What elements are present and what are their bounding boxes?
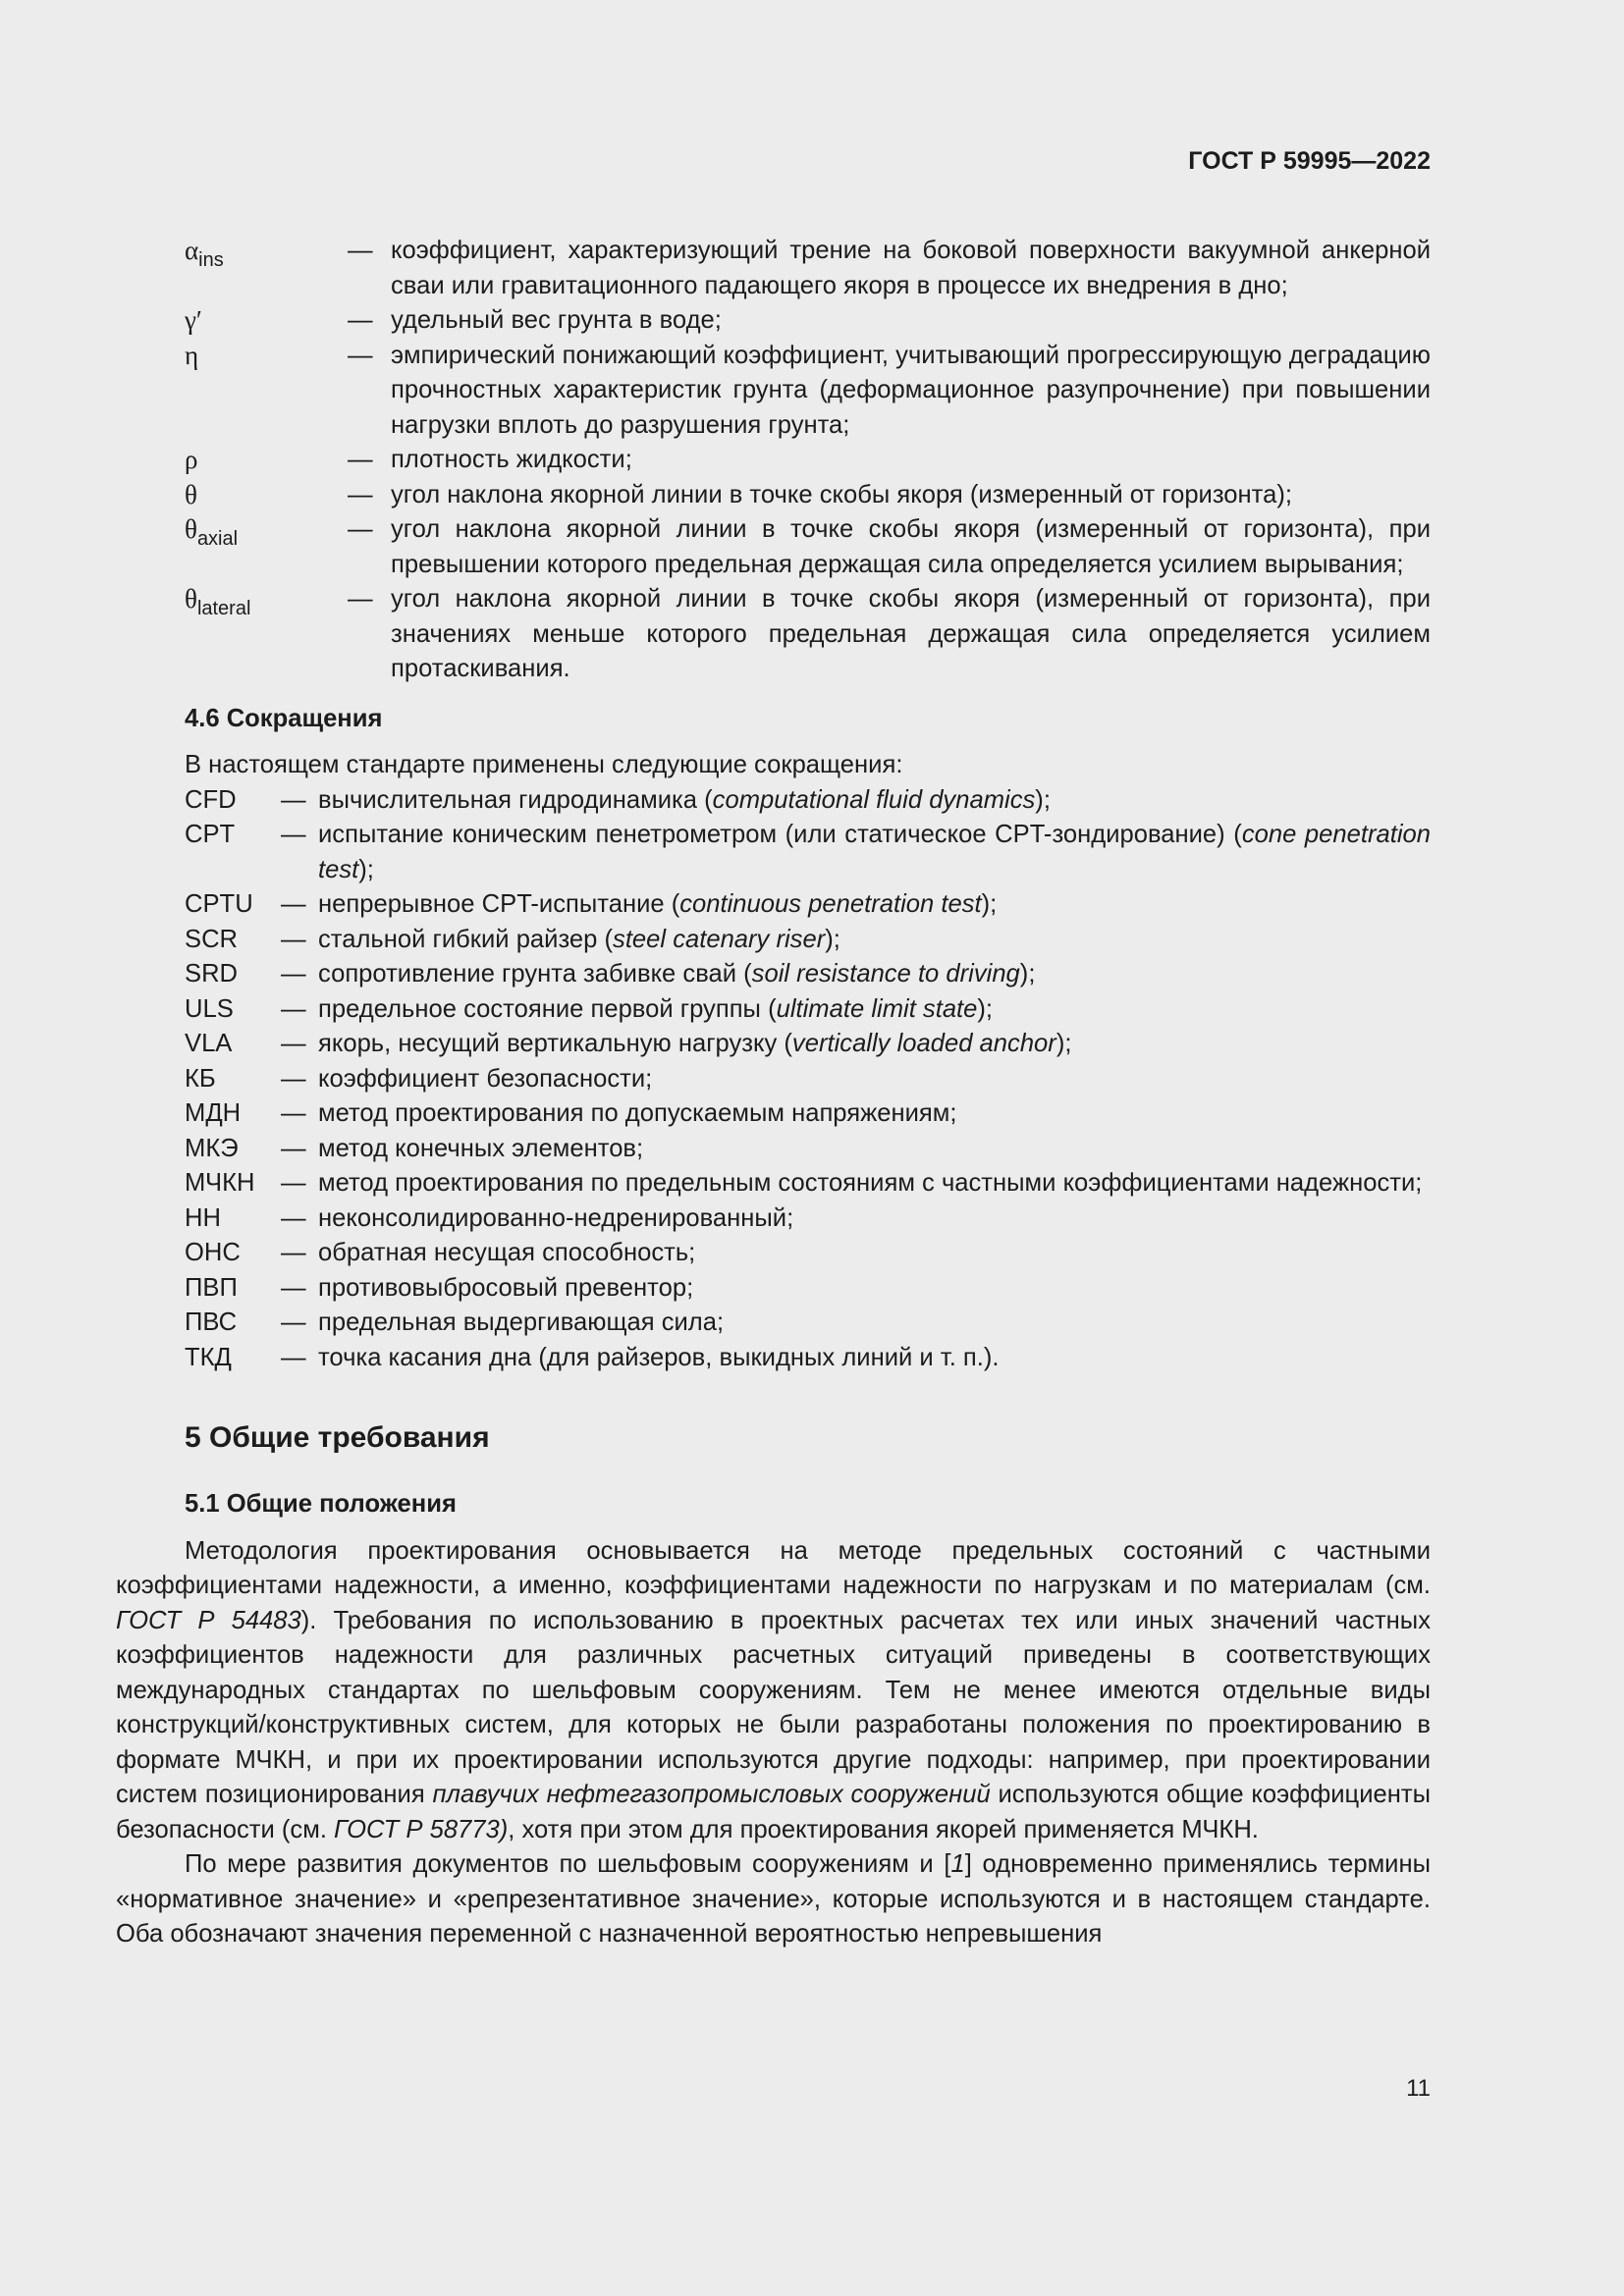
dash: — bbox=[281, 1343, 306, 1371]
abbreviation-code: МЧКН bbox=[185, 1169, 255, 1197]
abbreviation-row bbox=[185, 1236, 1431, 1271]
abbreviation-row bbox=[185, 1062, 1431, 1097]
abbreviation-text: предельное состояние первой группы (ultimate limit state); bbox=[318, 994, 994, 1023]
definition-row bbox=[185, 339, 1431, 444]
definition-row bbox=[185, 512, 1431, 582]
abbreviation-code: МДН bbox=[185, 1099, 242, 1127]
dash: — bbox=[281, 1134, 306, 1162]
abbreviation-text: точка касания дна (для райзеров, выкидных линий и т. п.). bbox=[318, 1343, 1000, 1371]
abbreviation-row bbox=[185, 1271, 1431, 1307]
definition-text: угол наклона якорной линии в точке скобы якоря (измеренный от горизонта), при значениях меньше которого предельная держащая сила определяется усилием протаскивания. bbox=[391, 585, 1431, 682]
abbreviations-intro: В настоящем стандарте применены следующие сокращения: bbox=[185, 751, 903, 778]
section-heading-5-1: 5.1 Общие положения bbox=[185, 1490, 457, 1518]
page-number: 11 bbox=[1406, 2075, 1431, 2102]
definition-row bbox=[185, 234, 1431, 303]
abbreviation-code: МКЭ bbox=[185, 1134, 239, 1162]
symbol: $\theta_{lateral}$ bbox=[185, 584, 251, 619]
section-heading-4-6: 4.6 Сокращения bbox=[185, 704, 383, 732]
dash: — bbox=[281, 1099, 306, 1127]
dash: — bbox=[281, 821, 306, 848]
symbol-definitions bbox=[185, 234, 1431, 687]
body-paragraph: По мере развития документов по шельфовым сооружениям и [1] одновременно применялись термины «нормативное значение» и «репрезентативное значение», которые используются и в настоящем стандарте. Оба обозначают значения переменной с назначенной вероятностью непревышения bbox=[116, 1850, 1432, 1948]
definition-row bbox=[185, 303, 1431, 339]
dash: — bbox=[281, 925, 306, 953]
symbol: $\alpha_{ins}$ bbox=[185, 236, 224, 271]
abbreviation-code: ПВП bbox=[185, 1273, 238, 1302]
abbreviation-code: CFD bbox=[185, 785, 237, 814]
abbreviation-code: SRD bbox=[185, 960, 239, 988]
symbol: η bbox=[185, 340, 199, 370]
dash: — bbox=[348, 585, 373, 613]
abbreviations-list bbox=[185, 783, 1431, 1376]
symbol: γ′ bbox=[185, 305, 202, 335]
abbreviation-text: метод проектирования по допускаемым напряжениям; bbox=[318, 1099, 957, 1127]
dash: — bbox=[348, 446, 373, 473]
abbreviation-text: стальной гибкий райзер (steel catenary riser); bbox=[318, 925, 840, 953]
dash: — bbox=[281, 1239, 306, 1266]
abbreviation-text: непрерывное CPT-испытание (continuous penetration test); bbox=[318, 890, 998, 918]
section-heading-5: 5 Общие требования bbox=[185, 1421, 490, 1454]
abbreviation-code: ТКД bbox=[185, 1343, 232, 1371]
dash: — bbox=[348, 306, 373, 334]
abbreviation-text: метод конечных элементов; bbox=[318, 1134, 644, 1162]
dash: — bbox=[281, 1064, 306, 1093]
dash: — bbox=[348, 480, 373, 508]
abbreviation-text: предельная выдергивающая сила; bbox=[318, 1308, 725, 1336]
abbreviation-row bbox=[185, 887, 1431, 923]
symbol: θ bbox=[185, 479, 197, 509]
abbreviation-row bbox=[185, 957, 1431, 992]
abbreviation-text: метод проектирования по предельным состояниям с частными коэффициентами надежности; bbox=[318, 1169, 1423, 1197]
abbreviation-text: сопротивление грунта забивке свай (soil resistance to driving); bbox=[318, 960, 1036, 988]
abbreviation-code: CPTU bbox=[185, 890, 253, 918]
document-header: ГОСТ Р 59995—2022 bbox=[1188, 147, 1431, 175]
abbreviation-code: SCR bbox=[185, 925, 239, 953]
abbreviation-row bbox=[185, 1132, 1431, 1167]
dash: — bbox=[281, 1169, 306, 1197]
abbreviation-row bbox=[185, 1166, 1431, 1201]
abbreviation-row bbox=[185, 1341, 1431, 1376]
dash: — bbox=[281, 785, 306, 814]
abbreviation-code: ПВС bbox=[185, 1308, 238, 1336]
body-paragraph: Методология проектирования основывается на методе предельных состояний с частными коэффициентами надежности, а именно, коэффициентами надежности по нагрузкам и по материалам (см. ГОСТ Р 54483). Требования по использованию в проектных расчетах тех или иных значений частных коэффициентов надежности для различных расчетных ситуаций приведены в соответствующих международных стандартах по шельфовым сооружениям. Тем не менее имеются отдельные виды конструкций/конструктивных систем, для которых не были разработаны положения по проектированию в формате МЧКН, и при их проектировании используются другие подходы: например, при проектировании систем позиционирования плавучих нефтегазопромысловых сооружений используются общие коэффициенты безопасности (см. ГОСТ Р 58773), хотя при этом для проектирования якорей применяется МЧКН. bbox=[116, 1536, 1431, 1843]
dash: — bbox=[348, 341, 373, 369]
abbreviation-text: испытание коническим пенетрометром (или статическое CPT-зондирование) (cone penetration test); bbox=[318, 821, 1431, 883]
definition-text: угол наклона якорной линии в точке скобы якоря (измеренный от горизонта), при превышении которого предельная держащая сила определяется усилием вырывания; bbox=[391, 515, 1431, 578]
definition-row bbox=[185, 443, 1431, 478]
dash: — bbox=[348, 515, 373, 543]
abbreviation-row bbox=[185, 992, 1431, 1028]
definition-row bbox=[185, 582, 1431, 687]
dash: — bbox=[281, 960, 306, 988]
page-content bbox=[116, 234, 1431, 1952]
dash: — bbox=[281, 1030, 306, 1057]
abbreviation-code: CPT bbox=[185, 821, 236, 848]
symbol: ρ bbox=[185, 445, 198, 474]
abbreviation-text: неконсолидированно-недренированный; bbox=[318, 1203, 794, 1232]
abbreviation-code: КБ bbox=[185, 1064, 216, 1093]
dash: — bbox=[281, 1273, 306, 1302]
abbreviation-row bbox=[185, 1201, 1431, 1237]
abbreviation-row bbox=[185, 1027, 1431, 1062]
abbreviation-code: ОНС bbox=[185, 1239, 241, 1266]
definition-text: эмпирический понижающий коэффициент, учитывающий прогрессирующую деградацию прочностных характеристик грунта (деформационное разупрочнение) при повышении нагрузки вплоть до разрушения грунта; bbox=[391, 341, 1431, 439]
abbreviation-row bbox=[185, 1096, 1431, 1132]
abbreviation-row bbox=[185, 923, 1431, 958]
dash: — bbox=[281, 1308, 306, 1336]
abbreviation-text: противовыбросовый превентор; bbox=[318, 1273, 694, 1302]
dash: — bbox=[281, 1203, 306, 1232]
abbreviation-text: обратная несущая способность; bbox=[318, 1239, 696, 1266]
abbreviation-text: якорь, несущий вертикальную нагрузку (vertically loaded anchor); bbox=[318, 1030, 1072, 1057]
dash: — bbox=[281, 994, 306, 1023]
abbreviation-row bbox=[185, 818, 1431, 887]
abbreviation-text: коэффициент безопасности; bbox=[318, 1064, 653, 1093]
definition-text: коэффициент, характеризующий трение на боковой поверхности вакуумной анкерной сваи или гравитационного падающего якоря в процессе их внедрения в дно; bbox=[391, 237, 1431, 299]
abbreviation-row bbox=[185, 783, 1431, 819]
definition-text: угол наклона якорной линии в точке скобы якоря (измеренный от горизонта); bbox=[391, 480, 1292, 508]
definition-text: удельный вес грунта в воде; bbox=[391, 306, 722, 334]
dash: — bbox=[281, 890, 306, 918]
definition-row bbox=[185, 478, 1431, 513]
abbreviation-code: ULS bbox=[185, 994, 234, 1023]
symbol: $\theta_{axial}$ bbox=[185, 514, 239, 550]
dash: — bbox=[348, 237, 373, 264]
abbreviation-code: VLA bbox=[185, 1030, 233, 1057]
definition-text: плотность жидкости; bbox=[391, 446, 632, 473]
abbreviation-text: вычислительная гидродинамика (computational fluid dynamics); bbox=[318, 785, 1051, 814]
abbreviation-code: НН bbox=[185, 1203, 221, 1232]
abbreviation-row bbox=[185, 1306, 1431, 1341]
